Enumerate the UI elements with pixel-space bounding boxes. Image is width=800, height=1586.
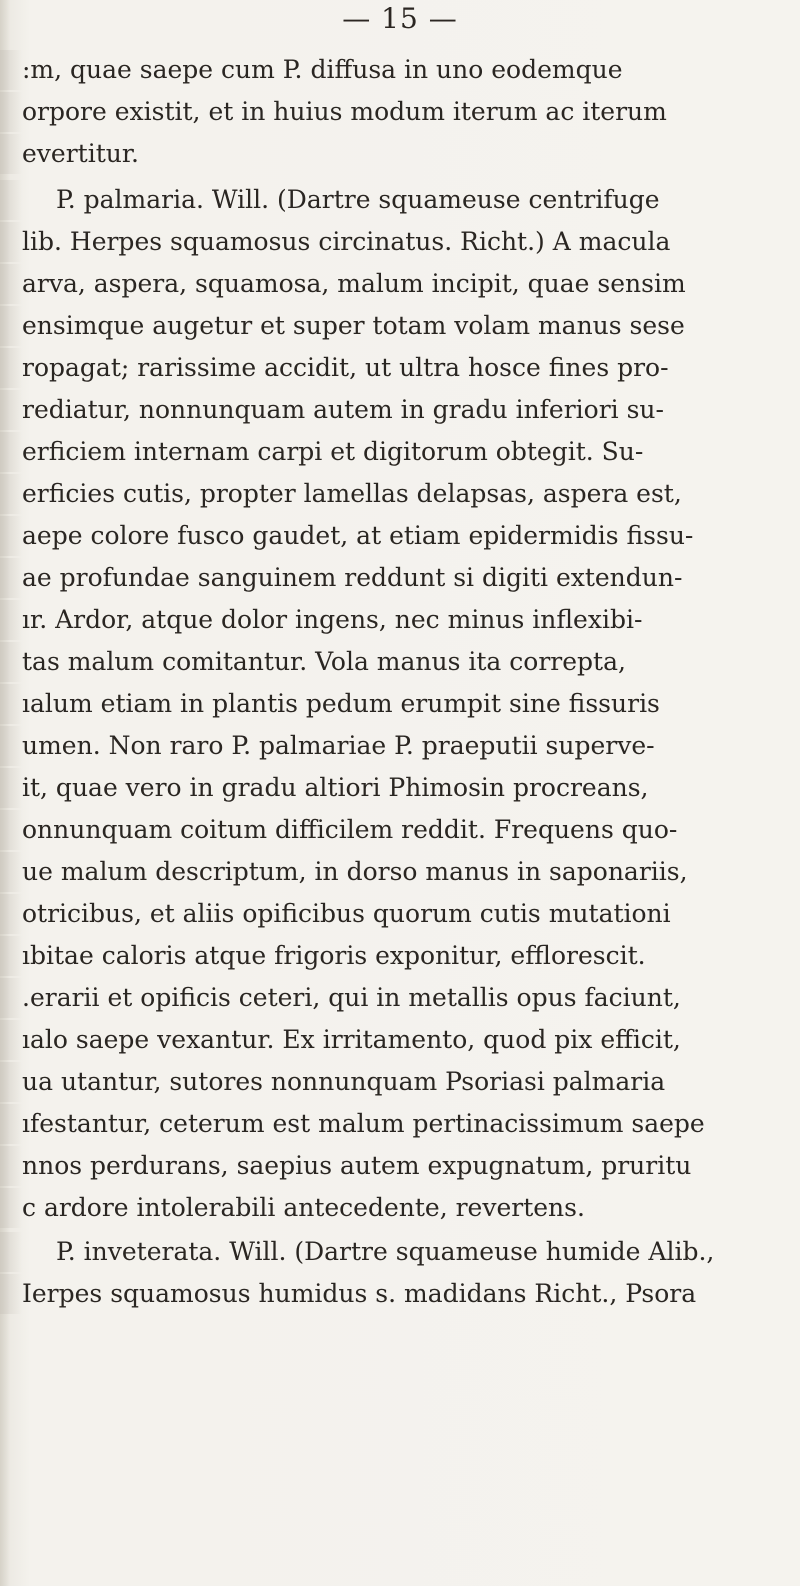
text-line-content: ue malum descriptum, in dorso manus in saponariis, [22, 857, 688, 886]
text-line [0, 1232, 790, 1272]
line-gutter-shadow [0, 768, 22, 808]
text-line [0, 1020, 790, 1060]
line-gutter-shadow [0, 1020, 22, 1060]
text-line [0, 1274, 790, 1314]
text-line [0, 810, 790, 850]
text-line-content: P. inveterata. Will. (Dartre squameuse humide Alib., [56, 1237, 715, 1266]
line-gutter-shadow [0, 390, 22, 430]
line-gutter-shadow [0, 1062, 22, 1102]
text-line-content: lib. Herpes squamosus circinatus. Richt.) A macula [22, 227, 671, 256]
line-gutter-shadow [0, 92, 22, 132]
line-gutter-shadow [0, 516, 22, 556]
text-line-content: ıalum etiam in plantis pedum erumpit sine fissuris [22, 689, 660, 718]
text-line [0, 852, 790, 892]
line-gutter-shadow [0, 642, 22, 682]
text-line [0, 978, 790, 1018]
text-line [0, 474, 790, 514]
text-line-content: .erarii et opificis ceteri, qui in metallis opus faciunt, [22, 983, 681, 1012]
text-line [0, 516, 790, 556]
text-line [0, 726, 790, 766]
line-gutter-shadow [0, 50, 22, 90]
text-line-content: c ardore intolerabili antecedente, revertens. [22, 1193, 585, 1222]
line-gutter-shadow [0, 1274, 22, 1314]
line-gutter-shadow [0, 432, 22, 472]
line-gutter-shadow [0, 474, 22, 514]
text-line-content: umen. Non raro P. palmariae P. praeputii superve- [22, 731, 655, 760]
line-gutter-shadow [0, 180, 22, 220]
line-gutter-shadow [0, 852, 22, 892]
text-line [0, 768, 790, 808]
text-line-content: orpore existit, et in huius modum iterum ac iterum [22, 97, 667, 126]
text-line [0, 600, 790, 640]
text-line-content: aepe colore fusco gaudet, at etiam epidermidis fissu- [22, 521, 694, 550]
text-line [0, 1188, 790, 1228]
line-gutter-shadow [0, 1188, 22, 1228]
page-number: — 15 — [342, 2, 458, 35]
text-line [0, 1062, 790, 1102]
line-gutter-shadow [0, 1146, 22, 1186]
text-line-content: erficiem internam carpi et digitorum obtegit. Su- [22, 437, 644, 466]
text-line-content: it, quae vero in gradu altiori Phimosin procreans, [22, 773, 649, 802]
text-line [0, 264, 790, 304]
text-line [0, 894, 790, 934]
text-line [0, 1146, 790, 1186]
text-line [0, 642, 790, 682]
line-gutter-shadow [0, 1232, 22, 1272]
text-line-content: tas malum comitantur. Vola manus ita correpta, [22, 647, 626, 676]
text-line [0, 684, 790, 724]
line-gutter-shadow [0, 894, 22, 934]
text-line [0, 432, 790, 472]
text-line [0, 1104, 790, 1144]
text-line-content: ır. Ardor, atque dolor ingens, nec minus inflexibi- [22, 605, 643, 634]
text-line-content: ıbitae caloris atque frigoris exponitur, efflorescit. [22, 941, 646, 970]
text-line [0, 348, 790, 388]
line-gutter-shadow [0, 558, 22, 598]
text-line [0, 50, 790, 90]
line-gutter-shadow [0, 306, 22, 346]
line-gutter-shadow [0, 684, 22, 724]
text-line-content: ıalo saepe vexantur. Ex irritamento, quod pix efficit, [22, 1025, 681, 1054]
text-line [0, 222, 790, 262]
text-line [0, 306, 790, 346]
text-line-content: ua utantur, sutores nonnunquam Psoriasi palmaria [22, 1067, 666, 1096]
text-line-content: rediatur, nonnunquam autem in gradu inferiori su- [22, 395, 664, 424]
text-line [0, 390, 790, 430]
line-gutter-shadow [0, 936, 22, 976]
text-line [0, 558, 790, 598]
line-gutter-shadow [0, 222, 22, 262]
text-line-content: arva, aspera, squamosa, malum incipit, quae sensim [22, 269, 686, 298]
line-gutter-shadow [0, 600, 22, 640]
text-line [0, 936, 790, 976]
text-line-content: ensimque augetur et super totam volam manus sese [22, 311, 685, 340]
line-gutter-shadow [0, 348, 22, 388]
line-gutter-shadow [0, 726, 22, 766]
line-gutter-shadow [0, 810, 22, 850]
text-line-content: nnos perdurans, saepius autem expugnatum, pruritu [22, 1151, 692, 1180]
text-line [0, 180, 790, 220]
text-line [0, 134, 790, 174]
line-gutter-shadow [0, 134, 22, 174]
text-line-content: Ierpes squamosus humidus s. madidans Richt., Psora [22, 1279, 697, 1308]
line-gutter-shadow [0, 264, 22, 304]
line-gutter-shadow [0, 1104, 22, 1144]
text-line-content: otricibus, et aliis opificibus quorum cutis mutationi [22, 899, 671, 928]
text-line-content: ae profundae sanguinem reddunt si digiti extendun- [22, 563, 683, 592]
line-gutter-shadow [0, 978, 22, 1018]
text-line-content: ıfestantur, ceterum est malum pertinacissimum saepe [22, 1109, 705, 1138]
text-line-content: onnunquam coitum difficilem reddit. Frequens quo- [22, 815, 678, 844]
text-line-content: evertitur. [22, 139, 140, 168]
text-line-content: :m, quae saepe cum P. diffusa in uno eodemque [22, 55, 623, 84]
text-line-content: P. palmaria. Will. (Dartre squameuse centrifuge [56, 185, 660, 214]
text-line-content: erficies cutis, propter lamellas delapsas, aspera est, [22, 479, 682, 508]
text-line-content: ropagat; rarissime accidit, ut ultra hosce fines pro- [22, 353, 669, 382]
text-line [0, 92, 790, 132]
